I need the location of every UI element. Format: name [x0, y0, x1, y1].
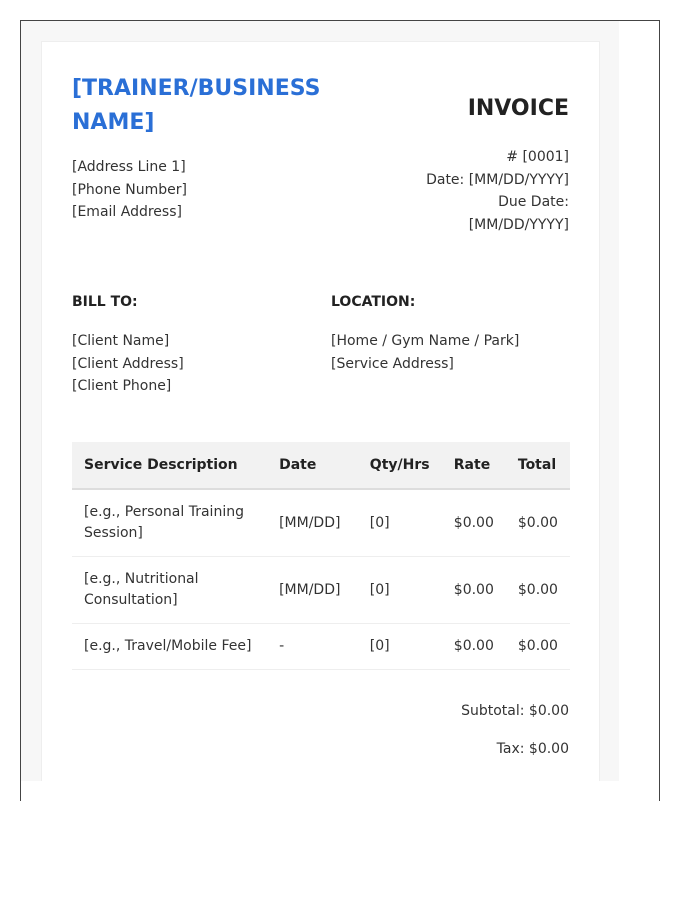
bill-to-heading: BILL TO: — [72, 294, 138, 310]
cell-date: [MM/DD] — [267, 557, 358, 624]
document-canvas — [21, 21, 619, 781]
cell-rate: $0.00 — [442, 624, 506, 670]
client-phone: [Client Phone] — [72, 378, 172, 394]
table-row — [72, 557, 570, 624]
location-heading: LOCATION: — [331, 294, 416, 310]
cell-total: $0.00 — [506, 557, 570, 624]
address-line: [Address Line 1] — [72, 159, 186, 175]
cell-total: $0.00 — [506, 624, 570, 670]
header-service-description: Service Description — [72, 442, 267, 489]
client-name: [Client Name] — [72, 333, 170, 349]
invoice-date: Date: [MM/DD/YYYY] — [426, 171, 569, 188]
table-row — [72, 624, 570, 670]
cell-rate: $0.00 — [442, 489, 506, 557]
email-address: [Email Address] — [72, 204, 182, 220]
cell-qty: [0] — [358, 489, 442, 557]
bill-to-details — [72, 330, 184, 398]
table-row — [72, 489, 570, 557]
invoice-number: # [0001] — [506, 149, 569, 165]
cell-date: [MM/DD] — [267, 489, 358, 557]
business-name: [TRAINER/BUSINESS NAME] — [72, 76, 321, 135]
phone-number: [Phone Number] — [72, 181, 187, 198]
header-total: Total — [506, 442, 570, 489]
location-details — [331, 330, 519, 375]
cell-description: [e.g., Nutritional Consultation] — [72, 557, 267, 624]
business-contact — [72, 156, 187, 224]
cell-rate: $0.00 — [442, 557, 506, 624]
tax: Tax: $0.00 — [496, 741, 569, 757]
subtotal: Subtotal: $0.00 — [461, 703, 569, 719]
header-qty-hrs: Qty/Hrs — [358, 442, 442, 489]
invoice-meta — [394, 146, 569, 236]
cell-qty: [0] — [358, 557, 442, 624]
header-date: Date — [267, 442, 358, 489]
invoice-title: INVOICE — [467, 96, 569, 121]
cell-qty: [0] — [358, 624, 442, 670]
location-place: [Home / Gym Name / Park] — [331, 333, 520, 349]
header-rate: Rate — [442, 442, 506, 489]
cell-description: [e.g., Travel/Mobile Fee] — [72, 624, 267, 670]
cell-description: [e.g., Personal Training Session] — [72, 489, 267, 557]
invoice-page — [41, 41, 600, 781]
cell-date: - — [267, 624, 358, 670]
table-header-row — [72, 442, 570, 489]
due-date-label: Due Date: — [498, 194, 569, 210]
totals-block — [461, 700, 569, 776]
client-address: [Client Address] — [72, 355, 184, 372]
service-address: [Service Address] — [331, 355, 454, 372]
cell-total: $0.00 — [506, 489, 570, 557]
services-table — [72, 442, 570, 670]
due-date-value: [MM/DD/YYYY] — [468, 216, 569, 233]
